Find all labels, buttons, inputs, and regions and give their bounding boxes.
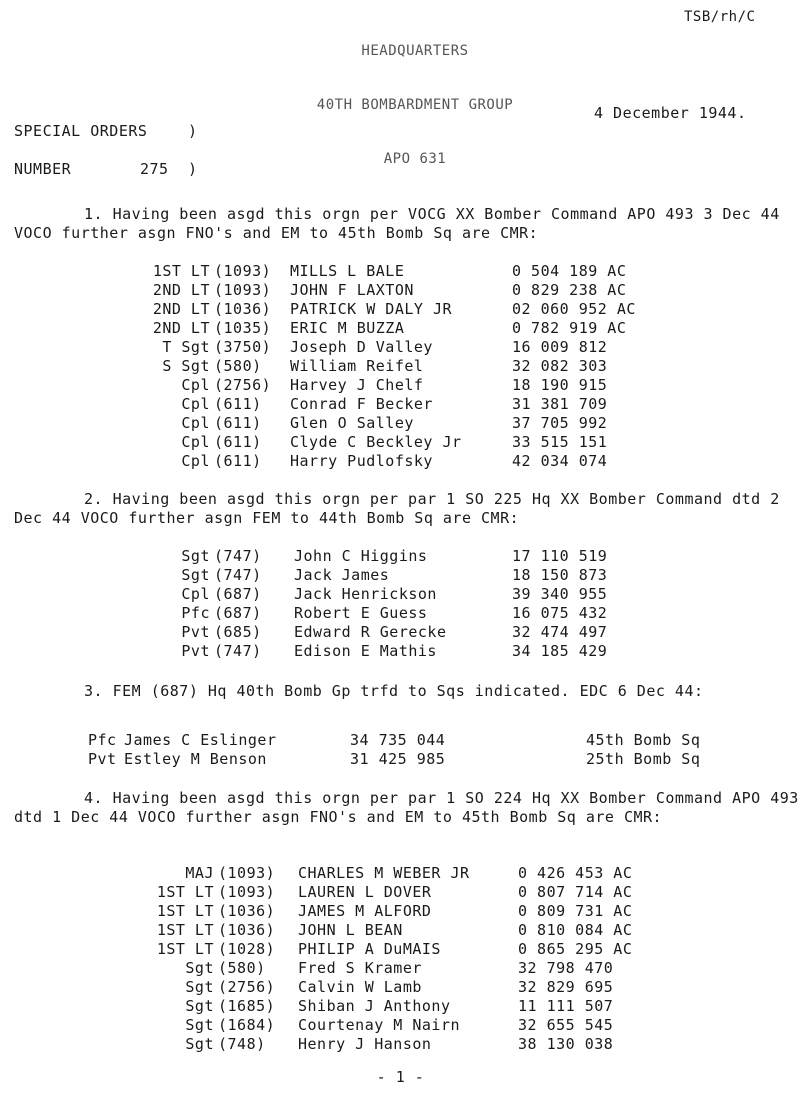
roster-mos: (747)	[214, 547, 262, 565]
paragraph-3	[14, 682, 799, 701]
order-number: 275	[140, 160, 169, 178]
roster-mos: (2756)	[214, 376, 272, 394]
roster-name: Shiban J Anthony	[298, 997, 451, 1015]
letterhead-line-2: 40TH BOMBARDMENT GROUP	[316, 97, 514, 113]
roster-serial: 32 082 303	[512, 357, 608, 375]
roster-name: Robert E Guess	[294, 604, 428, 622]
roster-rank: T Sgt	[162, 338, 210, 356]
roster-rank: Sgt	[185, 1035, 214, 1053]
brace-1: )	[188, 122, 198, 140]
paragraph-4-text: 4. Having been asgd this orgn per par 1 SO 224 Hq XX Bomber Command APO 493 dtd 1 Dec 44 VOCO further asgn FNO's and EM to 45th Bomb Sq are CMR:	[14, 789, 799, 826]
roster-serial: 18 190 915	[512, 376, 608, 394]
roster-name: ERIC M BUZZA	[290, 319, 405, 337]
letterhead	[270, 6, 560, 204]
paragraph-3-text: 3. FEM (687) Hq 40th Bomb Gp trfd to Sqs indicated. EDC 6 Dec 44:	[84, 682, 704, 700]
roster-serial: 16 075 432	[512, 604, 608, 622]
roster-mos: (1093)	[218, 864, 276, 882]
roster-rank: Sgt	[185, 1016, 214, 1034]
roster-row	[0, 281, 801, 300]
roster-row	[0, 997, 801, 1016]
roster-mos: (1036)	[218, 902, 276, 920]
roster-mos: (1685)	[218, 997, 276, 1015]
transfer-unit: 25th Bomb Sq	[586, 750, 701, 768]
roster-mos: (747)	[214, 566, 262, 584]
number-label: NUMBER	[14, 160, 72, 178]
roster-name: Glen O Salley	[290, 414, 414, 432]
roster-rank: 1ST LT	[156, 921, 214, 939]
letterhead-line-1: HEADQUARTERS	[361, 43, 469, 59]
roster-name: PHILIP A DuMAIS	[298, 940, 441, 958]
roster-serial: 39 340 955	[512, 585, 608, 603]
roster-serial: 02 060 952 AC	[512, 300, 636, 318]
paragraph-4	[14, 789, 799, 827]
roster-rank: Sgt	[185, 978, 214, 996]
roster-serial: 0 865 295 AC	[518, 940, 633, 958]
paragraph-1-text: 1. Having been asgd this orgn per VOCG XX Bomber Command APO 493 3 Dec 44 VOCO further asgn FNO's and EM to 45th Bomb Sq are CMR:	[14, 205, 780, 242]
roster-mos: (611)	[214, 433, 262, 451]
roster-row	[0, 921, 801, 940]
roster-row	[0, 433, 801, 452]
roster-rank: S Sgt	[162, 357, 210, 375]
roster-row	[0, 566, 801, 585]
roster-mos: (580)	[214, 357, 262, 375]
roster-serial: 32 655 545	[518, 1016, 614, 1034]
roster-rank: Cpl	[181, 433, 210, 451]
roster-name: JOHN L BEAN	[298, 921, 403, 939]
roster-name: William Reifel	[290, 357, 424, 375]
roster-name: PATRICK W DALY JR	[290, 300, 453, 318]
roster-serial: 0 829 238 AC	[512, 281, 627, 299]
roster-row	[0, 642, 801, 661]
roster-name: Conrad F Becker	[290, 395, 433, 413]
roster-serial: 0 426 453 AC	[518, 864, 633, 882]
roster-mos: (1036)	[218, 921, 276, 939]
roster-mos: (1035)	[214, 319, 272, 337]
roster-mos: (747)	[214, 642, 262, 660]
roster-rank: Sgt	[185, 997, 214, 1015]
roster-name: Fred S Kramer	[298, 959, 422, 977]
roster-rank: 1ST LT	[156, 883, 214, 901]
roster-name: MILLS L BALE	[290, 262, 405, 280]
transfer-serial: 34 735 044	[350, 731, 446, 749]
roster-row	[0, 1035, 801, 1054]
roster-serial: 32 474 497	[512, 623, 608, 641]
roster-serial: 32 829 695	[518, 978, 614, 996]
paragraph-2-text: 2. Having been asgd this orgn per par 1 SO 225 Hq XX Bomber Command dtd 2 Dec 44 VOCO further asgn FEM to 44th Bomb Sq are CMR:	[14, 490, 780, 527]
roster-row	[0, 262, 801, 281]
transfer-name: James C Eslinger	[124, 731, 277, 749]
roster-rank: 2ND LT	[152, 319, 210, 337]
roster-row	[0, 1016, 801, 1035]
roster-mos: (2756)	[218, 978, 276, 996]
roster-name: LAUREN L DOVER	[298, 883, 432, 901]
roster-serial: 32 798 470	[518, 959, 614, 977]
roster-row	[0, 585, 801, 604]
roster-serial: 18 150 873	[512, 566, 608, 584]
roster-row	[0, 959, 801, 978]
roster-mos: (1093)	[214, 281, 272, 299]
roster-serial: 33 515 151	[512, 433, 608, 451]
roster-name: Henry J Hanson	[298, 1035, 432, 1053]
roster-row	[0, 357, 801, 376]
roster-mos: (748)	[218, 1035, 266, 1053]
roster-mos: (1684)	[218, 1016, 276, 1034]
roster-mos: (687)	[214, 585, 262, 603]
roster-row	[0, 395, 801, 414]
roster-rank: Pvt	[181, 642, 210, 660]
roster-row	[0, 319, 801, 338]
brace-2: )	[188, 160, 198, 178]
roster-mos: (1036)	[214, 300, 272, 318]
transfer-rank: Pfc	[88, 731, 117, 749]
roster-row	[0, 414, 801, 433]
transfer-rank: Pvt	[88, 750, 117, 768]
roster-rank: MAJ	[185, 864, 214, 882]
roster-row	[0, 452, 801, 471]
paragraph-1	[14, 205, 799, 243]
roster-name: Edward R Gerecke	[294, 623, 447, 641]
roster-name: Jack Henrickson	[294, 585, 437, 603]
roster-row	[0, 547, 801, 566]
roster-serial: 0 782 919 AC	[512, 319, 627, 337]
roster-serial: 16 009 812	[512, 338, 608, 356]
roster-serial: 31 381 709	[512, 395, 608, 413]
page-number: - 1 -	[376, 1068, 425, 1086]
roster-row	[0, 604, 801, 623]
roster-rank: 1ST LT	[152, 262, 210, 280]
transfer-unit: 45th Bomb Sq	[586, 731, 701, 749]
roster-serial: 11 111 507	[518, 997, 614, 1015]
roster-mos: (685)	[214, 623, 262, 641]
roster-mos: (611)	[214, 395, 262, 413]
roster-serial: 38 130 038	[518, 1035, 614, 1053]
roster-row	[0, 864, 801, 883]
roster-row	[0, 376, 801, 395]
roster-mos: (611)	[214, 452, 262, 470]
roster-serial: 0 807 714 AC	[518, 883, 633, 901]
roster-mos: (3750)	[214, 338, 272, 356]
roster-mos: (580)	[218, 959, 266, 977]
roster-serial: 0 504 189 AC	[512, 262, 627, 280]
letterhead-line-3: APO 631	[383, 151, 447, 167]
roster-rank: Pfc	[181, 604, 210, 622]
roster-row	[0, 940, 801, 959]
roster-row	[0, 883, 801, 902]
roster-name: Harvey J Chelf	[290, 376, 424, 394]
roster-serial: 0 809 731 AC	[518, 902, 633, 920]
roster-row	[0, 978, 801, 997]
transfer-name: Estley M Benson	[124, 750, 267, 768]
order-date: 4 December 1944.	[594, 104, 747, 122]
roster-row	[0, 902, 801, 921]
roster-rank: Sgt	[181, 547, 210, 565]
roster-rank: 2ND LT	[152, 300, 210, 318]
roster-row	[0, 300, 801, 319]
roster-name: Edison E Mathis	[294, 642, 437, 660]
roster-rank: Cpl	[181, 585, 210, 603]
roster-mos: (1028)	[218, 940, 276, 958]
roster-rank: 1ST LT	[156, 940, 214, 958]
roster-rank: Cpl	[181, 376, 210, 394]
roster-name: Clyde C Beckley Jr	[290, 433, 462, 451]
roster-rank: Sgt	[181, 566, 210, 584]
roster-rank: Cpl	[181, 452, 210, 470]
roster-name: John C Higgins	[294, 547, 428, 565]
roster-serial: 17 110 519	[512, 547, 608, 565]
paragraph-2	[14, 490, 799, 528]
roster-name: CHARLES M WEBER JR	[298, 864, 470, 882]
roster-name: JAMES M ALFORD	[298, 902, 432, 920]
roster-rank: Sgt	[185, 959, 214, 977]
roster-rank: 2ND LT	[152, 281, 210, 299]
roster-serial: 34 185 429	[512, 642, 608, 660]
roster-serial: 42 034 074	[512, 452, 608, 470]
roster-rank: 1ST LT	[156, 902, 214, 920]
roster-row	[0, 338, 801, 357]
roster-name: Calvin W Lamb	[298, 978, 422, 996]
transfer-serial: 31 425 985	[350, 750, 446, 768]
roster-rank: Cpl	[181, 395, 210, 413]
reference-code: TSB/rh/C	[684, 9, 756, 25]
special-orders-label: SPECIAL ORDERS	[14, 122, 148, 140]
roster-mos: (687)	[214, 604, 262, 622]
roster-name: JOHN F LAXTON	[290, 281, 414, 299]
roster-row	[0, 623, 801, 642]
roster-name: Jack James	[294, 566, 390, 584]
roster-mos: (1093)	[218, 883, 276, 901]
roster-name: Courtenay M Nairn	[298, 1016, 461, 1034]
roster-name: Joseph D Valley	[290, 338, 433, 356]
roster-mos: (1093)	[214, 262, 272, 280]
roster-name: Harry Pudlofsky	[290, 452, 433, 470]
roster-mos: (611)	[214, 414, 262, 432]
roster-serial: 37 705 992	[512, 414, 608, 432]
roster-rank: Cpl	[181, 414, 210, 432]
roster-serial: 0 810 084 AC	[518, 921, 633, 939]
roster-rank: Pvt	[181, 623, 210, 641]
